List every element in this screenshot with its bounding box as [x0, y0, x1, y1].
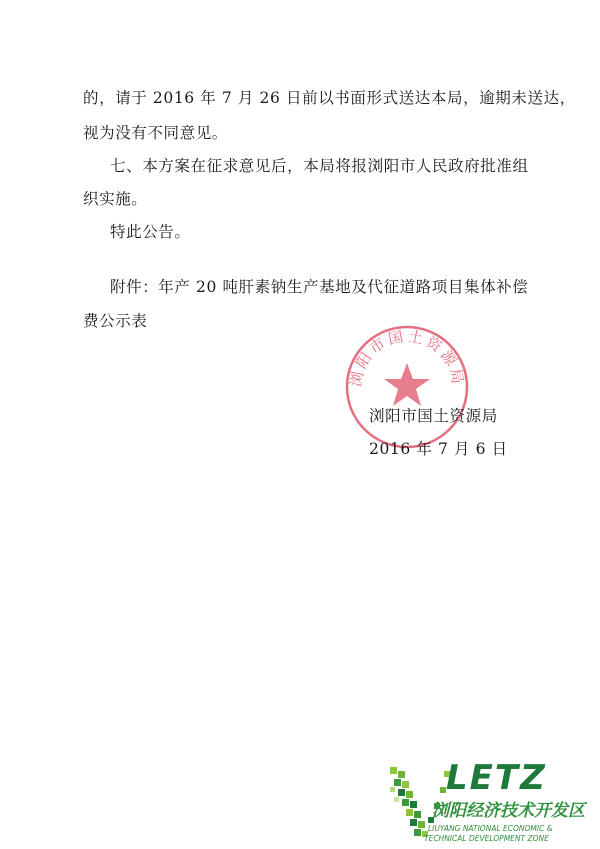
- body-line: 七、本方案在征求意见后，本局将报浏阳市人民政府批准组: [110, 157, 529, 175]
- seal-text: 浏阳市国土资源局: [346, 326, 468, 389]
- signature-date: 2016 年 7 月 6 日: [369, 440, 508, 458]
- body-line: 织实施。: [83, 190, 148, 208]
- logo-english-line2: TECHNICAL DEVELOPMENT ZONE: [424, 834, 549, 843]
- closing-line: 特此公告。: [110, 223, 191, 241]
- letz-logo: [388, 757, 600, 849]
- body-line: 视为没有不同意见。: [83, 124, 228, 142]
- logo-brand: LETZ: [446, 758, 547, 798]
- logo-chinese-name: 浏阳经济技术开发区: [432, 801, 585, 821]
- attachment-line: 费公示表: [83, 312, 148, 330]
- logo-english-line1: LIUYANG NATIONAL ECONOMIC &: [428, 824, 553, 833]
- official-seal: [343, 323, 471, 451]
- attachment-line: 附件：年产 20 吨肝素钠生产基地及代征道路项目集体补偿: [110, 278, 529, 296]
- seal-star-icon: [384, 363, 430, 406]
- signature-organization: 浏阳市国土资源局: [369, 407, 498, 425]
- body-line: 的，请于 2016 年 7 月 26 日前以书面形式送达本局，逾期未送达，: [83, 89, 576, 107]
